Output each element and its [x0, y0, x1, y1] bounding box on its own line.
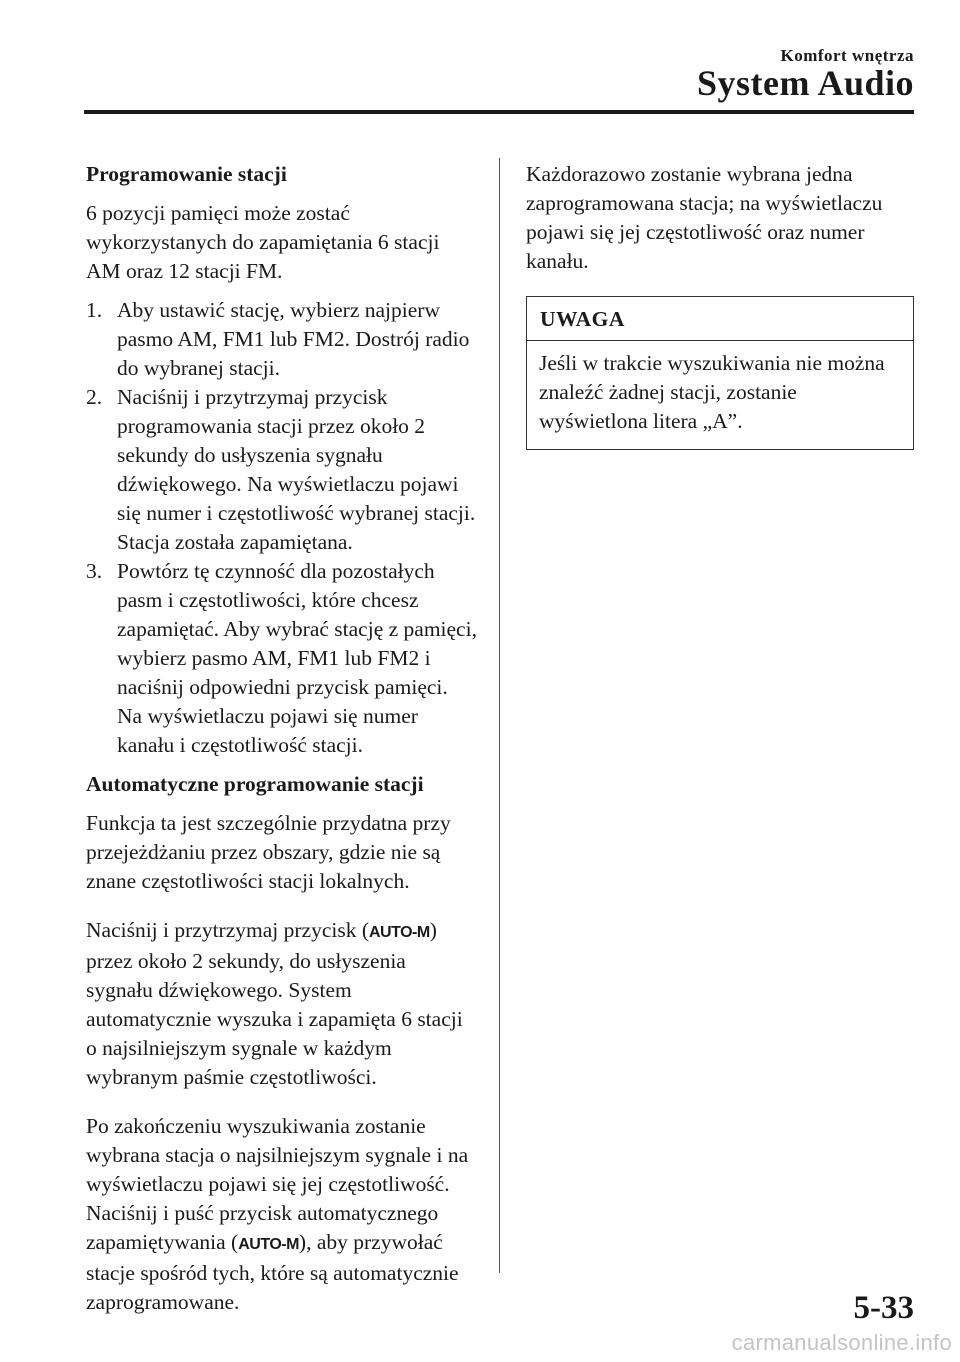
column-divider	[499, 158, 500, 1273]
auto-press-text-a: Naciśnij i przytrzymaj przycisk (	[86, 918, 369, 942]
auto-result-text-a: Po zakończeniu wyszukiwania zostanie wybrana stacja o najsilniejszym sygnale i na wyświetlaczu pojawi się jej częstotliwość. Naciśnij i puść przycisk automatycznego zapamiętywania (	[86, 1114, 469, 1254]
auto-m-key-label: AUTO-M	[369, 924, 430, 941]
step-number: 2.	[86, 385, 103, 409]
watermark: carmanualsonline.info	[731, 1330, 952, 1355]
list-item	[86, 383, 478, 557]
note-body: Jeśli w trakcie wyszukiwania nie można znaleźć żadnej stacji, zostanie wyświetlona litera „A”.	[539, 351, 885, 433]
header-section-label: Komfort wnętrza	[780, 46, 914, 65]
intro-paragraph: 6 pozycji pamięci może zostać wykorzystanych do zapamiętania 6 stacji AM oraz 12 stacji FM.	[86, 201, 440, 283]
auto-result-paragraph	[86, 1112, 478, 1317]
note-box	[526, 296, 914, 450]
auto-press-text-b: ) przez około 2 sekundy, do usłyszenia sygnału dźwiękowego. System automatycznie wyszuka i zapamięta 6 stacji o najsilniejszym sygnale w każdym wybranym paśmie częstotliwości.	[86, 918, 463, 1089]
preset-paragraph: Każdorazowo zostanie wybrana jedna zaprogramowana stacja; na wyświetlaczu pojawi się jej częstotliwość oraz numer kanału.	[526, 162, 883, 273]
auto-intro-paragraph: Funkcja ta jest szczególnie przydatna przy przejeżdżaniu przez obszary, gdzie nie są znane częstotliwości stacji lokalnych.	[86, 811, 451, 893]
column-right	[526, 160, 914, 450]
header-rule	[84, 110, 914, 114]
header-title: System Audio	[696, 63, 914, 103]
auto-m-key-label: AUTO-M	[238, 1236, 299, 1253]
step-number: 3.	[86, 559, 103, 583]
list-item	[86, 296, 478, 383]
step-text: Powtórz tę czynność dla pozostałych pasm i częstotliwości, które chcesz zapamiętać. Aby wybrać stację z pamięci, wybierz pasmo AM, FM1 lub FM2 i naciśnij odpowiedni przycisk pamięci. Na wyświetlaczu pojawi się numer kanału i częstotliwość stacji.	[117, 559, 477, 757]
heading-station-programming: Programowanie stacji	[86, 162, 287, 186]
column-left	[86, 160, 478, 1327]
step-text: Aby ustawić stację, wybierz najpierw pasmo AM, FM1 lub FM2. Dostrój radio do wybranej stacji.	[117, 298, 470, 380]
steps-list	[86, 296, 478, 760]
note-title: UWAGA	[527, 297, 913, 341]
auto-result-text-b: ), aby przywołać stacje spośród tych, które są automatycznie zaprogramowane.	[86, 1230, 459, 1314]
step-text: Naciśnij i przytrzymaj przycisk programowania stacji przez około 2 sekundy do usłyszenia sygnału dźwiękowego. Na wyświetlaczu pojawi się numer i częstotliwość wybranej stacji. Stacja została zapamiętana.	[117, 385, 476, 554]
step-number: 1.	[86, 298, 103, 322]
heading-auto-programming: Automatyczne programowanie stacji	[86, 772, 424, 796]
list-item	[86, 557, 478, 760]
page-number: 5-33	[853, 1290, 914, 1326]
auto-press-paragraph	[86, 916, 478, 1092]
